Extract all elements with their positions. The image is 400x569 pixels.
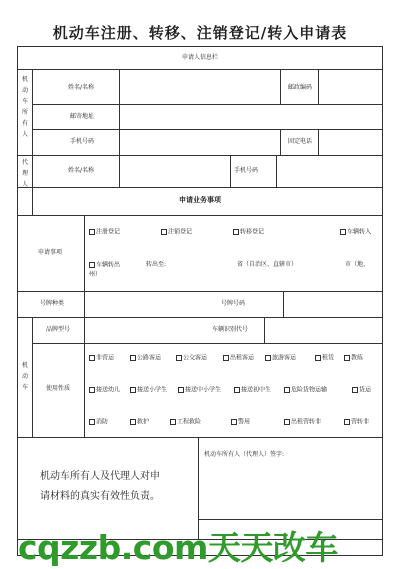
- checkbox-icon: [315, 355, 321, 361]
- transfer-out-to: 转出至:: [146, 261, 167, 268]
- usage-option[interactable]: 非营运: [89, 355, 114, 362]
- checkbox-icon: [170, 419, 176, 425]
- usage-option[interactable]: 教练: [344, 355, 363, 362]
- application-form: [17, 46, 383, 556]
- form-title: 机动车注册、转移、注销登记/转入申请表: [52, 24, 348, 42]
- usage-option[interactable]: 消防: [89, 419, 108, 426]
- landline-label: 固定电话: [288, 138, 313, 145]
- state-suffix: 州）: [89, 271, 102, 278]
- owner-name-label: 姓名/名称: [68, 84, 95, 91]
- usage-option[interactable]: 旅游客运: [265, 355, 296, 362]
- checkbox-icon: [130, 387, 136, 393]
- province-label: 省（自治区、直辖市）: [237, 261, 298, 268]
- usage-option[interactable]: 接送初中生: [234, 387, 271, 394]
- usage-label: 使用性质: [46, 385, 71, 392]
- signature-label: 机动车所有人（代理人）签字:: [204, 451, 285, 458]
- checkbox-icon: [284, 419, 290, 425]
- checkbox-icon: [161, 229, 167, 235]
- checkbox-icon: [89, 355, 95, 361]
- option-transfer-in[interactable]: 车辆转入: [340, 229, 371, 236]
- vin-label: 车辆识别代号: [212, 326, 249, 333]
- owner-mobile-label: 手机号码: [70, 138, 95, 145]
- checkbox-icon: [89, 387, 95, 393]
- matters-label: 申请事项: [38, 249, 63, 256]
- option-cancel[interactable]: 注销登记: [161, 229, 192, 236]
- option-transfer-out[interactable]: 车辆转出: [89, 262, 120, 269]
- checkbox-icon: [130, 355, 136, 361]
- checkbox-icon: [130, 419, 136, 425]
- agent-label: 代理人: [21, 159, 28, 188]
- checkbox-icon: [344, 419, 350, 425]
- agent-mobile-label: 手机号码: [234, 167, 259, 174]
- checkbox-icon: [340, 229, 346, 235]
- address-label: 邮寄地址: [70, 113, 95, 120]
- agent-name-label: 姓名/名称: [68, 167, 95, 174]
- site-watermark: cqzzb.com天天改车: [18, 528, 338, 567]
- usage-option[interactable]: 营转非: [344, 419, 369, 426]
- option-transfer[interactable]: 转移登记: [233, 229, 264, 236]
- checkbox-icon: [89, 229, 95, 235]
- usage-option[interactable]: 接送幼儿: [89, 387, 120, 394]
- checkbox-icon: [231, 419, 237, 425]
- city-label: 市（地、: [345, 261, 370, 268]
- checkbox-icon: [89, 419, 95, 425]
- usage-option[interactable]: 救护: [130, 419, 149, 426]
- plate-type-label: 号牌种类: [40, 300, 65, 307]
- checkbox-icon: [352, 387, 358, 393]
- usage-option[interactable]: 接送中小学生: [178, 387, 221, 394]
- model-label: 品牌型号: [46, 326, 71, 333]
- checkbox-icon: [223, 355, 229, 361]
- checkbox-icon: [265, 355, 271, 361]
- vehicle-label: 机动车: [21, 362, 28, 391]
- usage-option[interactable]: 出租营转非: [284, 419, 321, 426]
- checkbox-icon: [176, 355, 182, 361]
- usage-option[interactable]: 接送小学生: [130, 387, 167, 394]
- usage-option[interactable]: 出租客运: [223, 355, 254, 362]
- option-register[interactable]: 注册登记: [89, 229, 120, 236]
- business-section-header: 申请业务事项: [179, 196, 221, 204]
- usage-option[interactable]: 公路客运: [130, 355, 161, 362]
- plate-number-label: 号牌号码: [221, 300, 246, 307]
- usage-option[interactable]: 警用: [231, 419, 250, 426]
- checkbox-icon: [234, 387, 240, 393]
- checkbox-icon: [344, 355, 350, 361]
- postcode-label: 邮政编码: [288, 84, 313, 91]
- usage-option[interactable]: 货运: [352, 387, 371, 394]
- usage-option[interactable]: 工程救险: [170, 419, 201, 426]
- checkbox-icon: [89, 262, 95, 268]
- usage-option[interactable]: 危险货物运输: [284, 387, 327, 394]
- usage-option[interactable]: 租赁: [315, 355, 334, 362]
- owner-label: 机动车所有人: [21, 76, 28, 138]
- checkbox-icon: [233, 229, 239, 235]
- declaration-line1: 机动车所有人及代理人对申: [40, 471, 160, 482]
- applicant-section-header: 申请人信息栏: [181, 54, 219, 61]
- checkbox-icon: [178, 387, 184, 393]
- checkbox-icon: [284, 387, 290, 393]
- declaration-line2: 请材料的真实有效性负责。: [40, 491, 160, 502]
- usage-option[interactable]: 公交客运: [176, 355, 207, 362]
